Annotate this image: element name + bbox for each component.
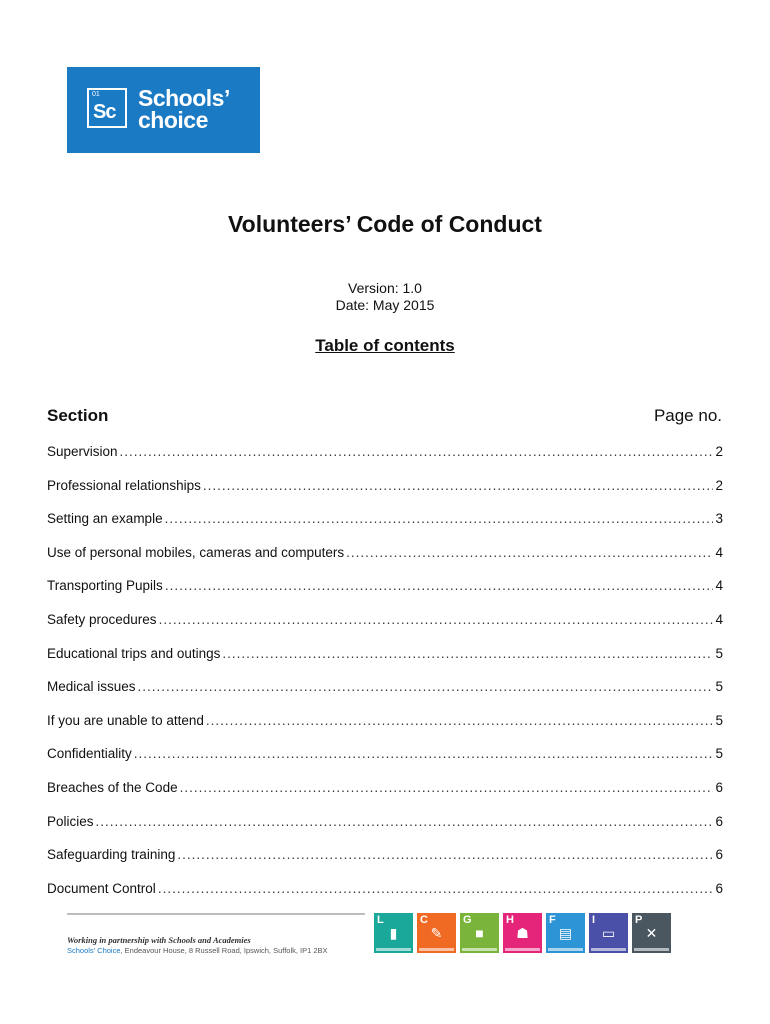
toc-row	[47, 881, 723, 901]
toc-leader-dots	[159, 612, 714, 627]
toc-leader-dots	[206, 713, 714, 728]
toc-entry-label: Use of personal mobiles, cameras and computers	[47, 544, 345, 560]
toc-entry-page: 5	[715, 645, 723, 661]
tile-caption-bar	[634, 948, 669, 951]
toc-row	[47, 646, 723, 666]
footer-divider	[67, 913, 365, 915]
tile-letter: G	[463, 914, 472, 926]
tile-caption-bar	[462, 948, 497, 951]
footer-brand: Schools’ Choice	[67, 946, 121, 955]
toc-entry-page: 3	[715, 511, 723, 527]
tile-caption-bar	[591, 948, 626, 951]
toc-entry-page: 4	[715, 544, 723, 560]
toc-entry-page: 4	[715, 612, 723, 627]
toc-entry-page: 2	[715, 444, 723, 459]
document-title: Volunteers’ Code of Conduct	[228, 211, 542, 237]
toc-row	[47, 713, 723, 733]
toc-entry-page: 6	[715, 847, 723, 863]
toc-entry-label: Breaches of the Code	[47, 780, 178, 795]
logo-mark	[87, 88, 127, 128]
service-tile-g	[460, 913, 499, 953]
logo-line-2: choice	[138, 107, 208, 133]
toc-entry-page: 5	[715, 679, 723, 695]
toc-row	[47, 511, 723, 531]
footer-address-text: , Endeavour House, 8 Russell Road, Ipswich, Suffolk, IP1 2BX	[120, 946, 328, 955]
toc-entry-label: Professional relationships	[47, 477, 201, 493]
toc-row	[47, 578, 723, 598]
toc-entry-label: Transporting Pupils	[47, 578, 163, 594]
toc-entry-label: If you are unable to attend	[47, 712, 204, 728]
tile-caption-bar	[376, 948, 411, 951]
toc-entry-label: Document Control	[47, 880, 156, 896]
logo-mark-text: Sc	[93, 101, 116, 123]
toc-leader-dots	[180, 780, 714, 795]
briefcase-icon: ■	[475, 925, 484, 941]
tools-icon: ✕	[645, 925, 658, 941]
toc-leader-dots	[96, 814, 714, 829]
date-text: Date: May 2015	[335, 297, 435, 313]
toc-row	[47, 847, 723, 867]
toc-leader-dots	[222, 646, 713, 661]
service-tile-h	[503, 913, 542, 953]
service-tile-p	[632, 913, 671, 953]
toc-leader-dots	[346, 545, 713, 560]
toc-entry-page: 5	[715, 712, 723, 728]
toc-row	[47, 478, 723, 498]
toc-row	[47, 780, 723, 800]
service-tile-i	[589, 913, 628, 953]
toc-leader-dots	[134, 746, 714, 761]
footer-address	[67, 946, 328, 955]
service-tile-c	[417, 913, 456, 953]
version-text: Version: 1.0	[348, 280, 422, 296]
toc-entry-label: Safety procedures	[47, 612, 157, 627]
monitor-icon: ▭	[601, 925, 616, 941]
toc-entry-label: Safeguarding training	[47, 847, 176, 863]
toc-leader-dots	[165, 511, 714, 526]
toc-section-header: Section	[47, 406, 109, 425]
toc-entry-label: Policies	[47, 813, 94, 829]
footer-tagline: Working in partnership with Schools and Academies	[67, 935, 251, 945]
toc-leader-dots	[165, 578, 714, 593]
schools-choice-logo	[67, 67, 260, 153]
toc-entry-page: 4	[715, 578, 723, 594]
tile-letter: H	[506, 914, 514, 926]
toc-row	[47, 612, 723, 632]
tile-letter: P	[635, 914, 643, 926]
toc-leader-dots	[203, 478, 714, 493]
toc-entry-label: Setting an example	[47, 511, 163, 527]
person-icon: ✎	[430, 925, 443, 941]
logo-number: 01	[92, 91, 100, 98]
documents-icon: ▤	[558, 925, 573, 941]
logo-wordmark	[138, 87, 230, 131]
tile-caption-bar	[548, 948, 583, 951]
toc-row	[47, 444, 723, 464]
toc-title: Table of contents	[315, 336, 455, 355]
logo-line-1: Schools’	[138, 85, 230, 111]
book-icon: ▮	[389, 925, 398, 941]
tile-letter: F	[549, 914, 556, 926]
toc-entry-label: Supervision	[47, 444, 118, 459]
toc-leader-dots	[120, 444, 714, 459]
toc-leader-dots	[158, 881, 714, 896]
tile-caption-bar	[505, 948, 540, 951]
toc-entry-page: 6	[715, 813, 723, 829]
toc-row	[47, 746, 723, 766]
toc-entry-page: 5	[715, 746, 723, 762]
toc-entry-page: 6	[715, 880, 723, 896]
toc-row	[47, 545, 723, 565]
toc-entry-page: 2	[715, 477, 723, 493]
tile-caption-bar	[419, 948, 454, 951]
service-tile-f	[546, 913, 585, 953]
service-tile-l	[374, 913, 413, 953]
tile-letter: C	[420, 914, 428, 926]
tile-letter: I	[592, 914, 596, 926]
toc-entry-page: 6	[715, 780, 723, 795]
tile-letter: L	[377, 914, 384, 926]
toc-entry-label: Medical issues	[47, 679, 136, 695]
toc-row	[47, 814, 723, 834]
service-tiles	[374, 913, 671, 953]
toc-page-header: Page no.	[653, 406, 722, 425]
toc-leader-dots	[138, 679, 714, 694]
toc-row	[47, 679, 723, 699]
toc-entry-label: Educational trips and outings	[47, 645, 221, 661]
people-icon: ☗	[516, 925, 529, 941]
toc-leader-dots	[177, 847, 713, 862]
toc-entry-label: Confidentiality	[47, 746, 132, 762]
